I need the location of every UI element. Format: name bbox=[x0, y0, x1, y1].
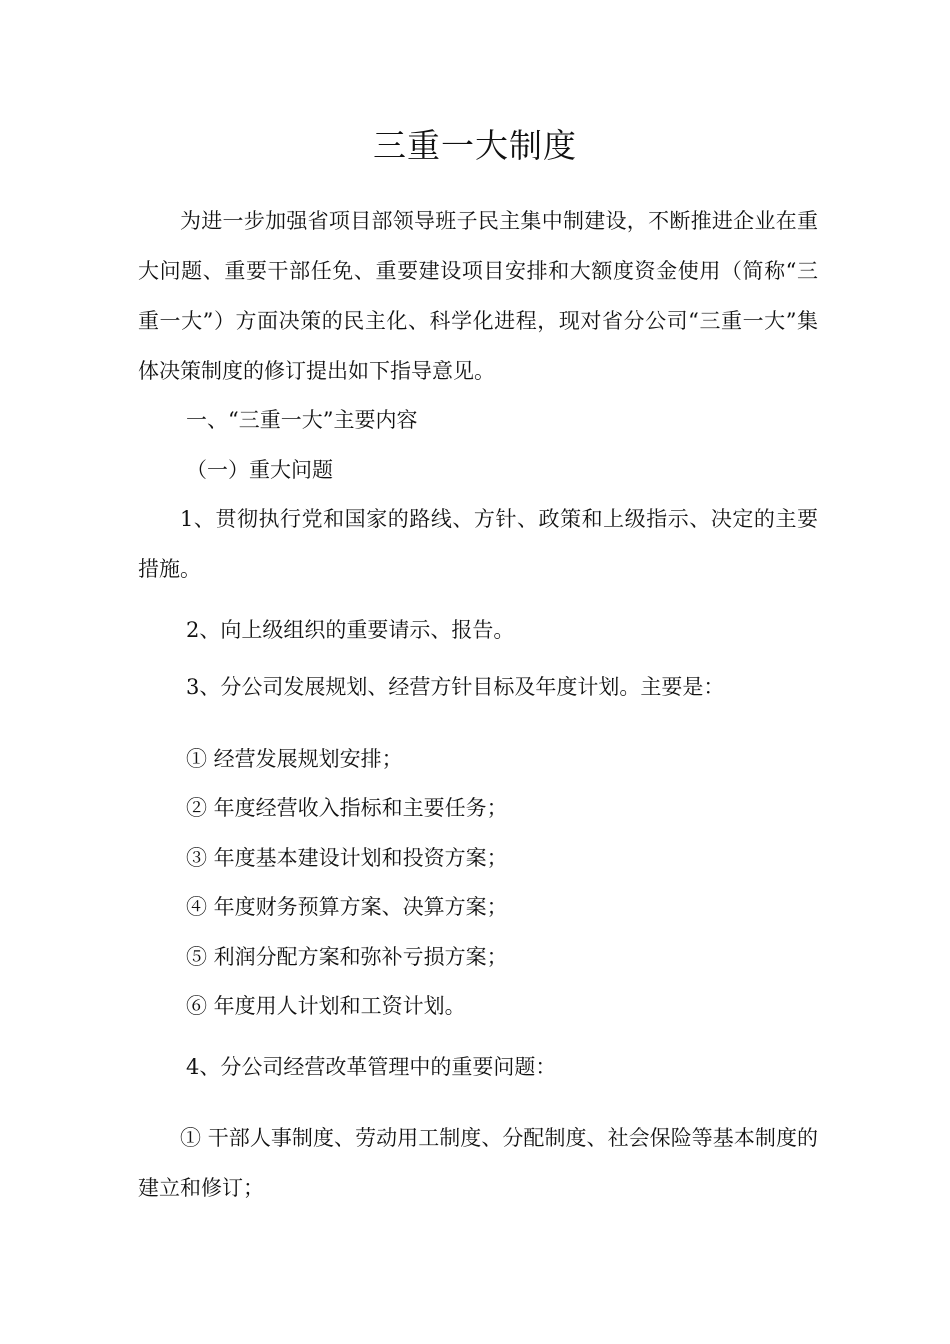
item3-subitem-1: ① 经营发展规划安排； bbox=[186, 747, 403, 771]
item3-subitem-5: ⑤ 利润分配方案和弥补亏损方案； bbox=[186, 945, 508, 969]
item1-paragraph: 1、贯彻执行党和国家的路线、方针、政策和上级指示、决定的主要措施。 bbox=[138, 507, 818, 581]
section1-heading: 一、“三重一大”主要内容 bbox=[186, 408, 418, 432]
item4-line: 4、分公司经营改革管理中的重要问题： bbox=[186, 1055, 557, 1079]
item3-subitem-2: ② 年度经营收入指标和主要任务； bbox=[186, 796, 508, 820]
item3-subitem-6: ⑥ 年度用人计划和工资计划。 bbox=[186, 994, 466, 1018]
item2-line: 2、向上级组织的重要请示、报告。 bbox=[186, 618, 515, 642]
item3-subitem-4: ④ 年度财务预算方案、决算方案； bbox=[186, 895, 508, 919]
item3-subitem-3: ③ 年度基本建设计划和投资方案； bbox=[186, 846, 508, 870]
intro-paragraph: 为进一步加强省项目部领导班子民主集中制建设，不断推进企业在重大问题、重要干部任免、重要建设项目安排和大额度资金使用（简称“三重一大”）方面决策的民主化、科学化进程，现对省分公司“三重一大”集体决策制度的修订提出如下指导意见。 bbox=[138, 209, 818, 383]
item4-subitem-1: ① 干部人事制度、劳动用工制度、分配制度、社会保险等基本制度的建立和修订； bbox=[138, 1126, 818, 1200]
item3-line: 3、分公司发展规划、经营方针目标及年度计划。主要是： bbox=[186, 675, 725, 699]
document-title: 三重一大制度 bbox=[373, 126, 577, 165]
subsection1-heading: （一）重大问题 bbox=[186, 458, 333, 482]
